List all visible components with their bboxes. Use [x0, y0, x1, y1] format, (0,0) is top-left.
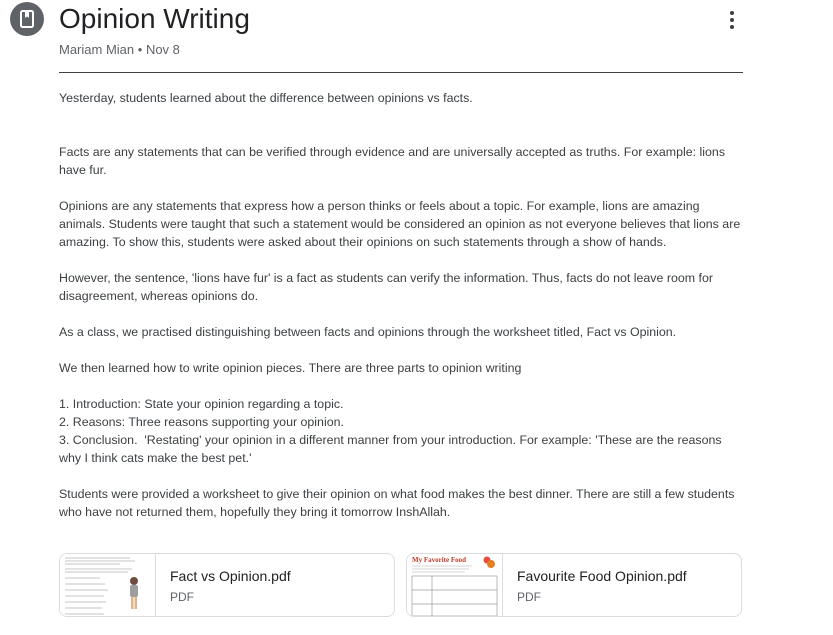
post-bookmark-icon — [10, 2, 44, 36]
attachment-card[interactable] — [59, 553, 395, 617]
body-paragraph: We then learned how to write opinion pieces. There are three parts to opinion writing — [59, 361, 522, 375]
header-divider — [59, 72, 743, 73]
body-paragraph: As a class, we practised distinguishing between facts and opinions through the worksheet titled, Fact vs Opinion. — [59, 325, 677, 339]
post-meta — [59, 41, 180, 59]
attachment-type: PDF — [517, 590, 541, 604]
list-item: 3. Conclusion. 'Restating' your opinion in a different manner from your introduction. For example: 'These are the reasons why I think cats make the best pet.' — [59, 433, 725, 465]
more-vert-icon — [730, 11, 734, 15]
attachments-list — [59, 553, 743, 617]
post-title: Opinion Writing — [59, 3, 250, 34]
body-paragraph: Yesterday, students learned about the difference between opinions vs facts. — [59, 91, 473, 105]
post-date: Nov 8 — [145, 42, 180, 57]
thumbnail-title: My Favorite Food — [412, 556, 467, 564]
body-paragraph: However, the sentence, 'lions have fur' is a fact as students can verify the information. Thus, facts do not leave room for disagreement, whereas opinions do. — [59, 271, 717, 303]
post-body — [59, 89, 743, 521]
list-item: 2. Reasons: Three reasons supporting your opinion. — [59, 415, 344, 429]
more-options-button[interactable] — [720, 6, 744, 34]
attachment-name: Fact vs Opinion.pdf — [170, 568, 291, 584]
attachment-thumbnail — [407, 554, 503, 616]
body-paragraph: Students were provided a worksheet to give their opinion on what food makes the best dinner. There are still a few students who have not returned them, hopefully they bring it tomorrow InshAllah. — [59, 487, 738, 519]
list-item: 1. Introduction: State your opinion regarding a topic. — [59, 397, 344, 411]
author-name: Mariam Mian — [59, 42, 135, 57]
meta-separator: • — [137, 42, 143, 57]
body-paragraph: Opinions are any statements that express how a person thinks or feels about a topic. For example, lions are amazing animals. Students were taught that such a statement would be considered an opinion as not everyone believes that lions are amazing. To show this, students were asked about their opinions on such statements through a show of hands. — [59, 199, 744, 249]
attachment-thumbnail — [60, 554, 156, 616]
body-paragraph: Facts are any statements that can be verified through evidence and are universally accepted as truths. For example: lions have fur. — [59, 145, 729, 177]
attachment-type: PDF — [170, 590, 194, 604]
attachment-name: Favourite Food Opinion.pdf — [517, 568, 687, 584]
attachment-card[interactable] — [406, 553, 742, 617]
